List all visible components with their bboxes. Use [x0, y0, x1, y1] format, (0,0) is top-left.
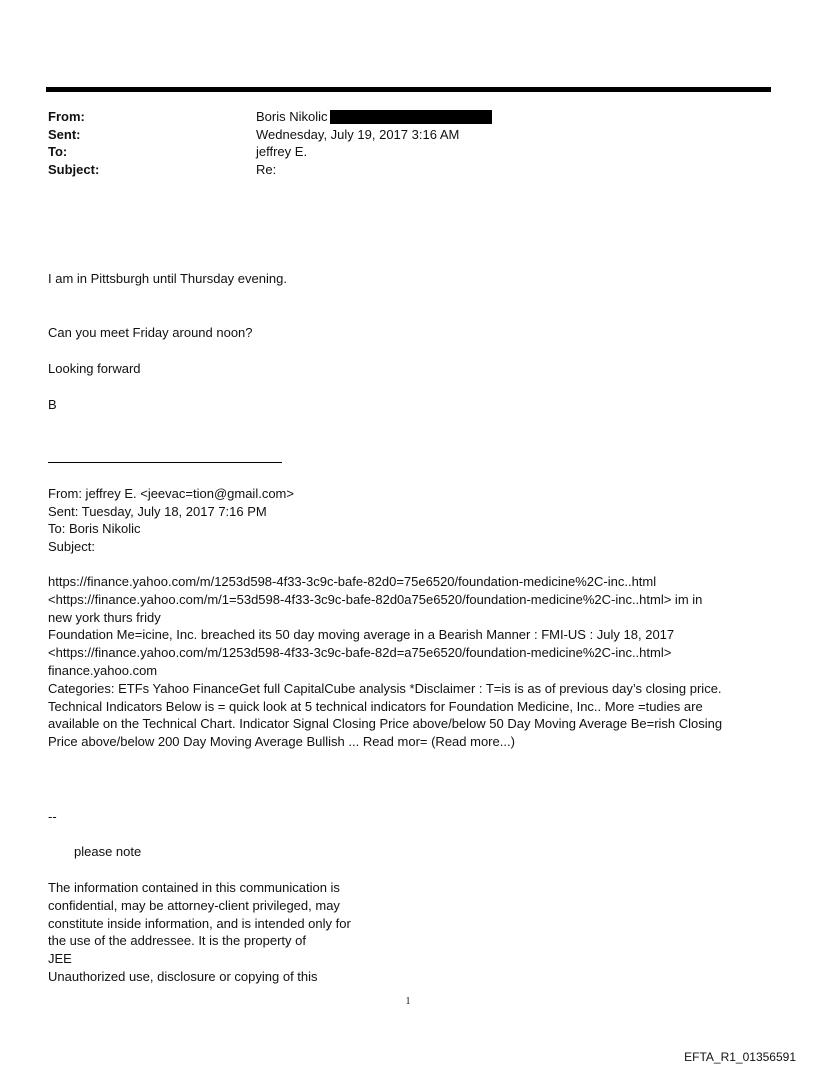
- article-text-2: Technical Indicators Below is = quick look at 5 technical indicators for Foundation Medicine, Inc.. More =tudies are: [48, 698, 703, 714]
- message-line-2: Can you meet Friday around noon?: [48, 325, 253, 340]
- article-source: finance.yahoo.com: [48, 662, 158, 678]
- message-line-3: Looking forward: [48, 361, 141, 376]
- message-line-4: B: [48, 397, 57, 412]
- article-text-4: Price above/below 200 Day Moving Average Bullish ... Read mor= (Read more...): [48, 734, 515, 750]
- disclaimer-line-1: The information contained in this communication is: [48, 880, 340, 895]
- article-note: new york thurs fridy: [48, 609, 161, 625]
- from-label: From:: [48, 109, 85, 124]
- to-value: jeffrey E.: [256, 144, 308, 159]
- from-name: Boris Nikolic: [256, 109, 328, 124]
- article-link-1: https://finance.yahoo.com/m/1253d598-4f33-3c9c-bafe-82d0=75e6520/foundation-medicine%2C-inc..html: [48, 574, 657, 589]
- disclaimer-line-2: confidential, may be attorney-client privileged, may: [48, 897, 340, 913]
- email-header: [48, 108, 748, 178]
- header-rule: [46, 87, 771, 92]
- article-link-2: <https://finance.yahoo.com/m/1=53d598-4f33-3c9c-bafe-82d0a75e6520/foundation-medicine%2C-inc..html> im in: [48, 591, 703, 607]
- document-id: EFTA_R1_01356591: [684, 1050, 796, 1064]
- from-value: [256, 108, 492, 126]
- disclaimer-line-6: Unauthorized use, disclosure or copying of this: [48, 968, 318, 984]
- confidentiality-disclaimer: [48, 879, 408, 986]
- quoted-header: [48, 485, 768, 555]
- message-line-1: I am in Pittsburgh until Thursday evening.: [48, 271, 287, 286]
- to-label: To:: [48, 144, 68, 159]
- disclaimer-line-5: JEE: [48, 951, 72, 967]
- to-row: [48, 143, 748, 161]
- from-row: [48, 108, 748, 126]
- please-note: please note: [74, 844, 142, 859]
- page-number: 1: [405, 996, 411, 1007]
- quoted-subject: Subject:: [48, 538, 95, 554]
- quoted-from: From: jeffrey E. <jeevac=tion@gmail.com>: [48, 486, 294, 501]
- subject-value: Re:: [256, 161, 277, 177]
- disclaimer-line-4: the use of the addressee. It is the property of: [48, 933, 306, 949]
- article-text-3: available on the Technical Chart. Indicator Signal Closing Price above/below 50 Day Moving Average Be=rish Closing: [48, 716, 723, 732]
- subject-label: Subject:: [48, 161, 100, 177]
- sent-label: Sent:: [48, 126, 81, 142]
- sent-row: [48, 126, 748, 144]
- article-text-1: Categories: ETFs Yahoo FinanceGet full CapitalCube analysis *Disclaimer : T=is is as of previous day’s closing price.: [48, 680, 722, 696]
- disclaimer-line-3: constitute inside information, and is intended only for: [48, 915, 351, 931]
- reply-separator: [48, 462, 282, 463]
- subject-row: [48, 161, 748, 179]
- signature-dashes: --: [48, 809, 57, 824]
- sent-value: Wednesday, July 19, 2017 3:16 AM: [256, 126, 460, 142]
- quoted-sent: Sent: Tuesday, July 18, 2017 7:16 PM: [48, 503, 267, 519]
- article-headline: Foundation Me=icine, Inc. breached its 50 day moving average in a Bearish Manner : FMI-US : July 18, 2017: [48, 627, 675, 643]
- quoted-article: [48, 573, 760, 751]
- article-link-3: <https://finance.yahoo.com/m/1253d598-4f33-3c9c-bafe-82d=a75e6520/foundation-medicine%2C-inc..html>: [48, 645, 672, 661]
- redaction-box: [330, 110, 492, 124]
- quoted-to: To: Boris Nikolic: [48, 521, 141, 536]
